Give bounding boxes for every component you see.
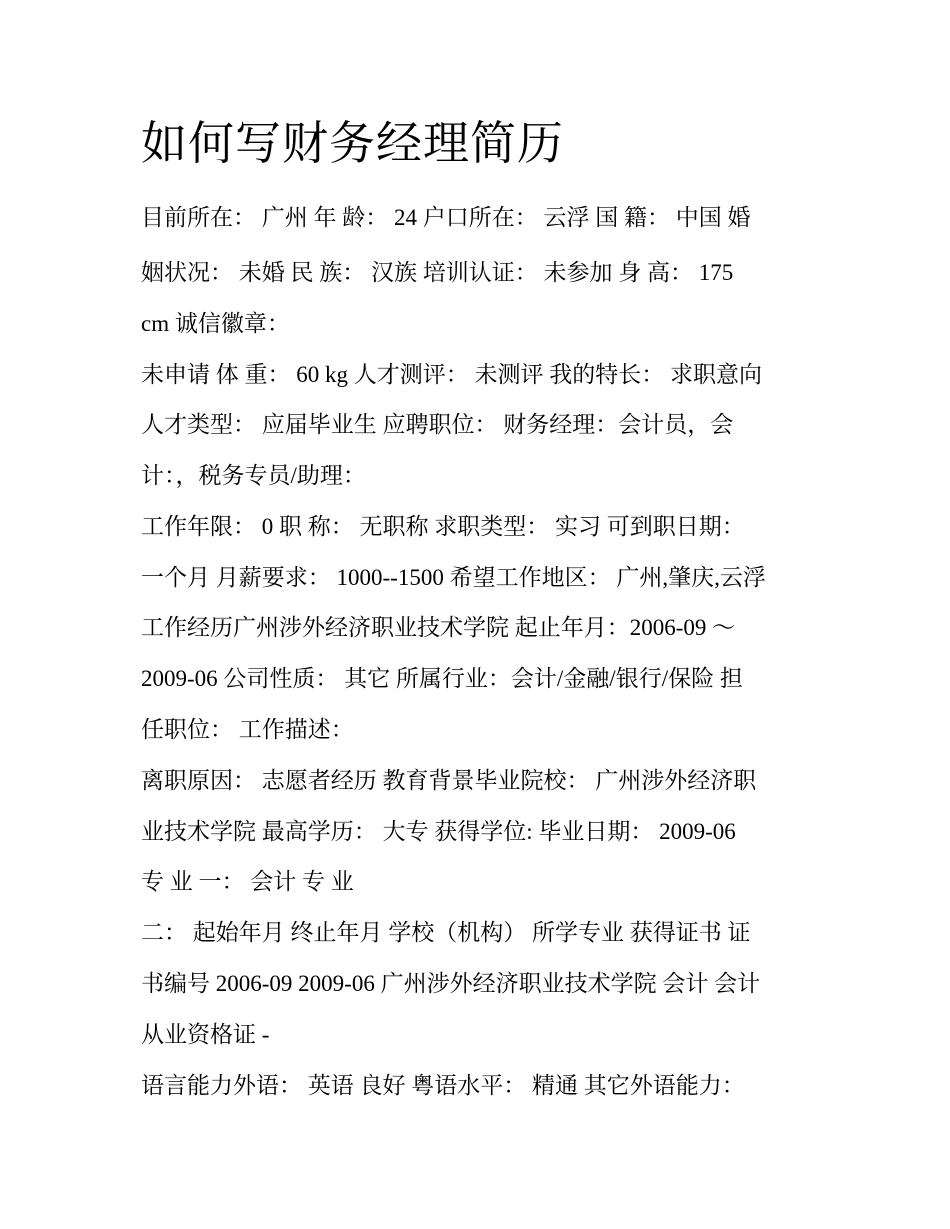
body-line-15: 二： 起始年月 终止年月 学校（机构） 所学专业 获得证书 证 xyxy=(141,920,751,945)
body-line-11: 任职位： 工作描述： xyxy=(141,717,354,742)
body-line-1: 目前所在： 广州 年 龄： 24 户口所在： 云浮 国 籍： 中国 婚 xyxy=(141,205,751,230)
body-line-2: 姻状况： 未婚 民 族： 汉族 培训认证： 未参加 身 高： 175 xyxy=(141,260,734,285)
body-line-14: 专 业 一： 会计 专 业 xyxy=(141,869,354,894)
body-line-4: 未申请 体 重： 60 kg 人才测评： 未测评 我的特长： 求职意向 xyxy=(141,362,762,387)
body-line-18: 语言能力外语： 英语 良好 粤语水平： 精通 其它外语能力： xyxy=(141,1073,745,1098)
body-line-10: 2009-06 公司性质： 其它 所属行业：会计/金融/银行/保险 担 xyxy=(141,666,743,691)
body-line-6: 计：，税务专员/助理： xyxy=(141,463,366,488)
body-line-12: 离职原因： 志愿者经历 教育背景毕业院校： 广州涉外经济职 xyxy=(141,768,757,793)
body-line-7: 工作年限： 0 职 称： 无职称 求职类型： 实习 可到职日期： xyxy=(141,514,745,539)
body-line-8: 一个月 月薪要求： 1000--1500 希望工作地区： 广州,肇庆,云浮 xyxy=(141,565,766,590)
body-line-9: 工作经历广州涉外经济职业技术学院 起止年月：2006-09 ～ xyxy=(141,615,736,640)
body-line-17: 从业资格证 - xyxy=(141,1022,270,1047)
body-line-3: cm 诚信徽章： xyxy=(141,311,290,336)
body-line-5: 人才类型： 应届毕业生 应聘职位： 财务经理：会计员，会 xyxy=(141,412,734,437)
body-line-16: 书编号 2006-09 2009-06 广州涉外经济职业技术学院 会计 会计 xyxy=(141,971,761,996)
body-line-13: 业技术学院 最高学历： 大专 获得学位: 毕业日期： 2009-06 xyxy=(141,819,736,844)
page-title: 如何写财务经理简历 xyxy=(141,118,564,169)
